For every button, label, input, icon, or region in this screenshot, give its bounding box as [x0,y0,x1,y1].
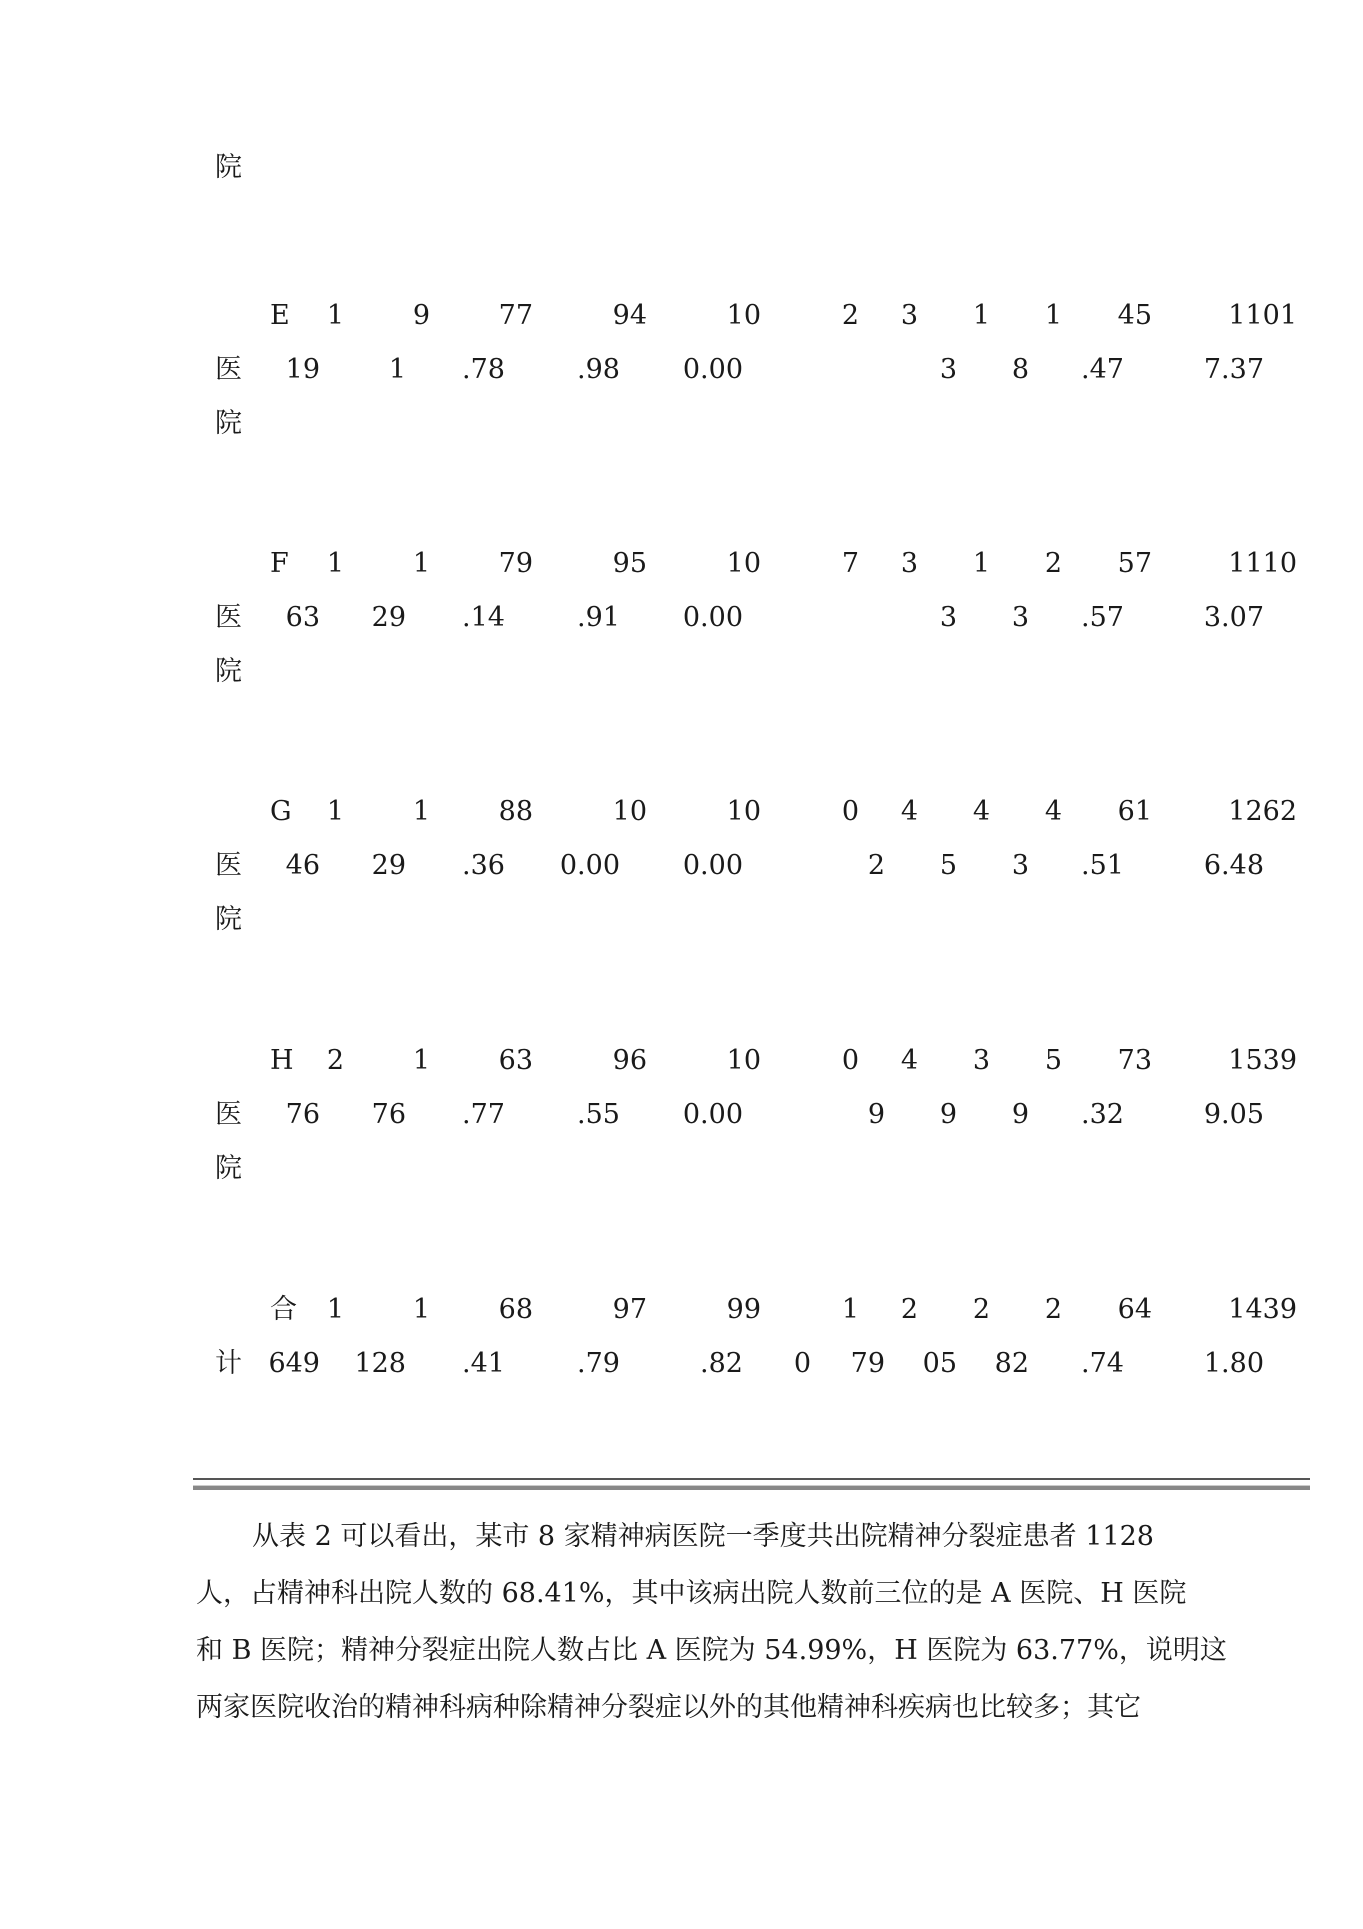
table-cell: .55 [577,1099,620,1130]
table-cell: 1439 [1228,1294,1297,1325]
table-cell: 3 [939,602,957,633]
table-cell: 1 [412,1294,430,1325]
table-cell: .98 [577,354,620,385]
table-cell: 2 [841,300,859,331]
table-cell: 0 [793,1348,811,1379]
row-label-char: 医 [215,602,242,633]
table-cell: 3 [939,354,957,385]
table-bottom-rule-double [193,1485,1310,1490]
table-cell: 0.00 [559,850,620,881]
table-cell: 9.05 [1203,1099,1264,1130]
table-cell: 82 [994,1348,1029,1379]
table-cell: 3.07 [1203,602,1264,633]
paragraph-line: 两家医院收治的精神科病种除精神分裂症以外的其他精神科疾病也比较多；其它 [196,1692,1141,1723]
table-cell: 9 [412,300,430,331]
table-cell: 2 [972,1294,990,1325]
table-cell: 73 [1117,1045,1152,1076]
table-cell: 5 [939,850,957,881]
table-cell: 1 [326,1294,344,1325]
table-cell: 1 [972,548,990,579]
table-cell: .47 [1081,354,1124,385]
paragraph-line: 从表 2 可以看出，某市 8 家精神病医院一季度共出院精神分裂症患者 1128 [252,1521,1154,1552]
table-cell: 0.00 [682,354,743,385]
table-cell: 0.00 [682,850,743,881]
table-cell: 99 [726,1294,761,1325]
row-label-char: 院 [215,408,242,439]
table-cell: 2 [1044,1294,1062,1325]
table-cell: 76 [371,1099,406,1130]
table-cell: 10 [726,1045,761,1076]
table-cell: 96 [612,1045,647,1076]
row-label-char: 院 [215,904,242,935]
row-label-char: 院 [215,656,242,687]
table-cell: 45 [1117,300,1152,331]
table-cell: 3 [1011,602,1029,633]
table-cell: 0 [841,1045,859,1076]
table-cell: 61 [1117,796,1152,827]
table-cell: 2 [326,1045,344,1076]
table-cell: .91 [577,602,620,633]
table-cell: .82 [700,1348,743,1379]
table-cell: 9 [867,1099,885,1130]
table-cell: 77 [498,300,533,331]
table-cell: 1 [972,300,990,331]
row-label-char: E [270,300,290,331]
table-cell: 6.48 [1203,850,1264,881]
table-cell: 2 [1044,548,1062,579]
table-cell: 1.80 [1203,1348,1264,1379]
table-cell: 2 [900,1294,918,1325]
table-cell: 1 [326,300,344,331]
table-cell: 4 [900,796,918,827]
table-cell: 9 [939,1099,957,1130]
table-cell: 29 [371,850,406,881]
table-cell: 7.37 [1203,354,1264,385]
table-cell: 94 [612,300,647,331]
row-label-char: 院 [215,1153,242,1184]
table-cell: 0.00 [682,1099,743,1130]
table-cell: 10 [612,796,647,827]
table-cell: 1 [412,796,430,827]
table-cell: .74 [1081,1348,1124,1379]
table-cell: 4 [1044,796,1062,827]
table-cell: 1110 [1228,548,1297,579]
table-cell: 1 [388,354,406,385]
row-label-char: 医 [215,1099,242,1130]
table-cell: 68 [498,1294,533,1325]
table-cell: 97 [612,1294,647,1325]
table-cell: 95 [612,548,647,579]
table-cell: 79 [498,548,533,579]
paragraph-line: 人，占精神科出院人数的 68.41%，其中该病出院人数前三位的是 A 医院、H 医院 [196,1578,1187,1609]
table-cell: .78 [462,354,505,385]
table-cell: 1262 [1228,796,1297,827]
table-cell: 29 [371,602,406,633]
table-cell: 4 [972,796,990,827]
table-cell: 7 [841,548,859,579]
table-cell: 3 [972,1045,990,1076]
table-cell: 3 [900,548,918,579]
table-cell: 1539 [1228,1045,1297,1076]
table-cell: 88 [498,796,533,827]
table-cell: .36 [462,850,505,881]
table-cell: 1 [412,548,430,579]
table-cell: .41 [462,1348,505,1379]
table-cell: .77 [462,1099,505,1130]
row-label-char: 医 [215,850,242,881]
row-label-char: 计 [215,1348,242,1379]
table-cell: .79 [577,1348,620,1379]
table-cell: 3 [1011,850,1029,881]
table-cell: 10 [726,300,761,331]
paragraph-line: 和 B 医院；精神分裂症出院人数占比 A 医院为 54.99%，H 医院为 63.77%，说明这 [196,1635,1227,1666]
table-cell: 57 [1117,548,1152,579]
table-cell: .57 [1081,602,1124,633]
row-label-fragment: 院 [215,152,242,183]
table-cell: 10 [726,796,761,827]
table-cell: 1 [326,548,344,579]
table-cell: 9 [1011,1099,1029,1130]
row-label-char: F [270,548,289,579]
table-cell: 63 [285,602,320,633]
table-cell: 0 [841,796,859,827]
table-cell: 76 [285,1099,320,1130]
table-cell: .14 [462,602,505,633]
table-cell: 2 [867,850,885,881]
table-cell: 5 [1044,1045,1062,1076]
table-cell: 649 [268,1348,320,1379]
table-cell: 3 [900,300,918,331]
table-bottom-rule [193,1478,1310,1480]
table-cell: 63 [498,1045,533,1076]
table-cell: 1 [841,1294,859,1325]
table-cell: 1 [412,1045,430,1076]
table-cell: 128 [354,1348,406,1379]
table-cell: 46 [285,850,320,881]
table-cell: 1 [326,796,344,827]
table-cell: .32 [1081,1099,1124,1130]
row-label-char: H [270,1045,294,1076]
table-cell: 64 [1117,1294,1152,1325]
table-cell: 10 [726,548,761,579]
row-label-char: 合 [270,1294,297,1325]
table-cell: 79 [850,1348,885,1379]
row-label-char: G [270,796,292,827]
table-cell: 19 [285,354,320,385]
table-cell: 0.00 [682,602,743,633]
table-cell: 1 [1044,300,1062,331]
table-cell: 8 [1011,354,1029,385]
table-cell: 05 [922,1348,957,1379]
table-cell: .51 [1081,850,1124,881]
row-label-char: 医 [215,354,242,385]
table-cell: 4 [900,1045,918,1076]
table-cell: 1101 [1228,300,1297,331]
